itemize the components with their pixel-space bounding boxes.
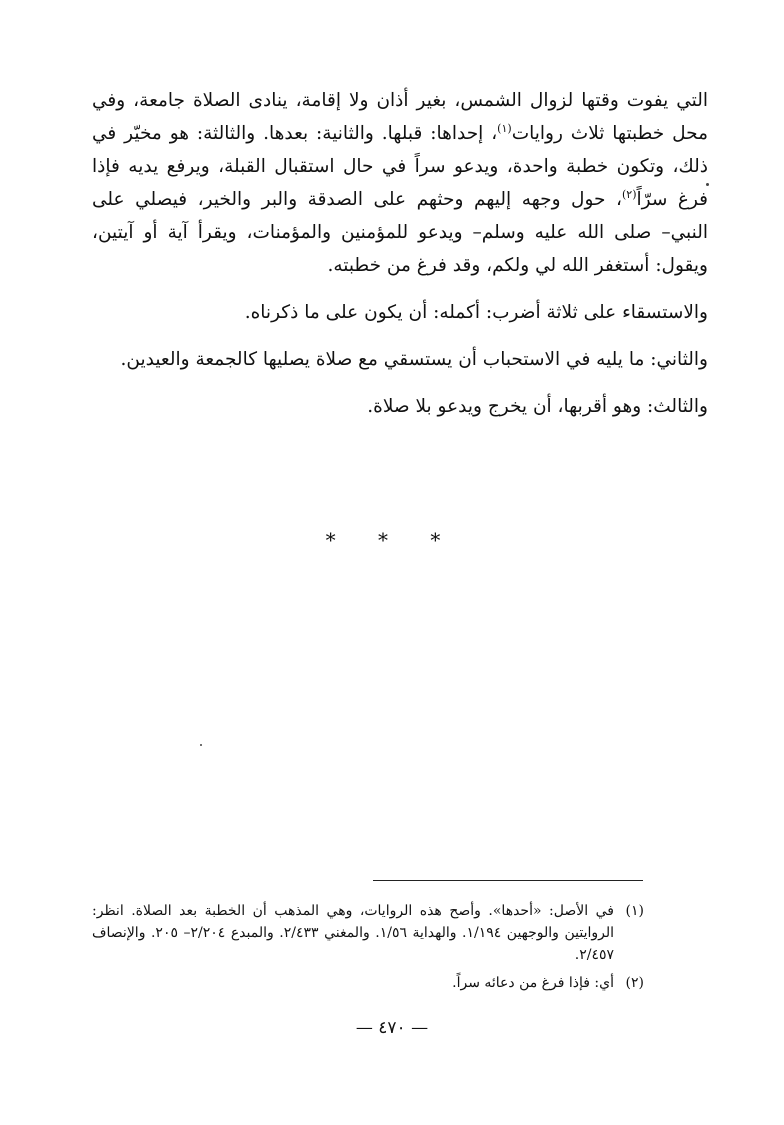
footnote-2: [92, 972, 644, 994]
scan-speck: [706, 183, 709, 186]
scan-speck: [200, 744, 202, 746]
paragraph-1-part-a: التي يفوت وقتها لزوال الشمس، بغير أذان ولا إقامة، ينادى الصلاة جامعة، وفي محل خطبتها ثلاث روايات: [92, 90, 708, 144]
footnote-text: في الأصل: «أحدها». وأصح هذه الروايات، وهي المذهب أن الخطبة بعد الصلاة. انظر: الروايتين والوجهين ١/١٩٤. والهداية ١/٥٦. والمغني ٢/٤٣٣. والمبدع ٢/٢٠٤– ٢٠٥. والإنصاف ٢/٤٥٧.: [92, 903, 614, 963]
footnote-ref-1: (١): [497, 121, 512, 135]
footnote-number: (٢): [625, 975, 644, 991]
paragraph-1-part-c: ، حول وجهه إليهم وحثهم على الصدقة والبر والخير، فيصلي على النبي– صلى الله عليه وسلم– ويدعو للمؤمنين والمؤمنات، ويقرأ آية أو آيتين، ويقول: أستغفر الله لي ولكم، وقد فرغ من خطبته.: [92, 189, 708, 276]
footnotes: [92, 900, 644, 1000]
footnote-ref-2: (٢): [622, 187, 637, 201]
footnote-text: أي: فإذا فرغ من دعائه سراً.: [452, 975, 614, 991]
paragraph-1-part-b: ، إحداها: قبلها. والثانية: بعدها. والثالثة: هو مخيّر في ذلك، وتكون خطبة واحدة، ويدعو سراً في حال استقبال القبلة، ويرفع يديه فإذا فرغ سرّاً: [92, 123, 708, 210]
page-number: — ٤٧٠ —: [355, 1018, 429, 1038]
main-text: [92, 84, 708, 423]
footnote-divider: [373, 880, 643, 881]
paragraph-4: والثالث: وهو أقربها، أن يخرج ويدعو بلا صلاة.: [367, 396, 708, 417]
paragraph-3: والثاني: ما يليه في الاستحباب أن يستسقي مع صلاة يصليها كالجمعة والعيدين.: [120, 349, 708, 370]
footnote-1: [92, 900, 644, 966]
section-separator: * * *: [325, 528, 459, 552]
paragraph-2: والاستسقاء على ثلاثة أضرب: أكمله: أن يكون على ما ذكرناه.: [244, 302, 708, 323]
footnote-number: (١): [625, 903, 644, 919]
paragraph-1: [92, 84, 708, 282]
